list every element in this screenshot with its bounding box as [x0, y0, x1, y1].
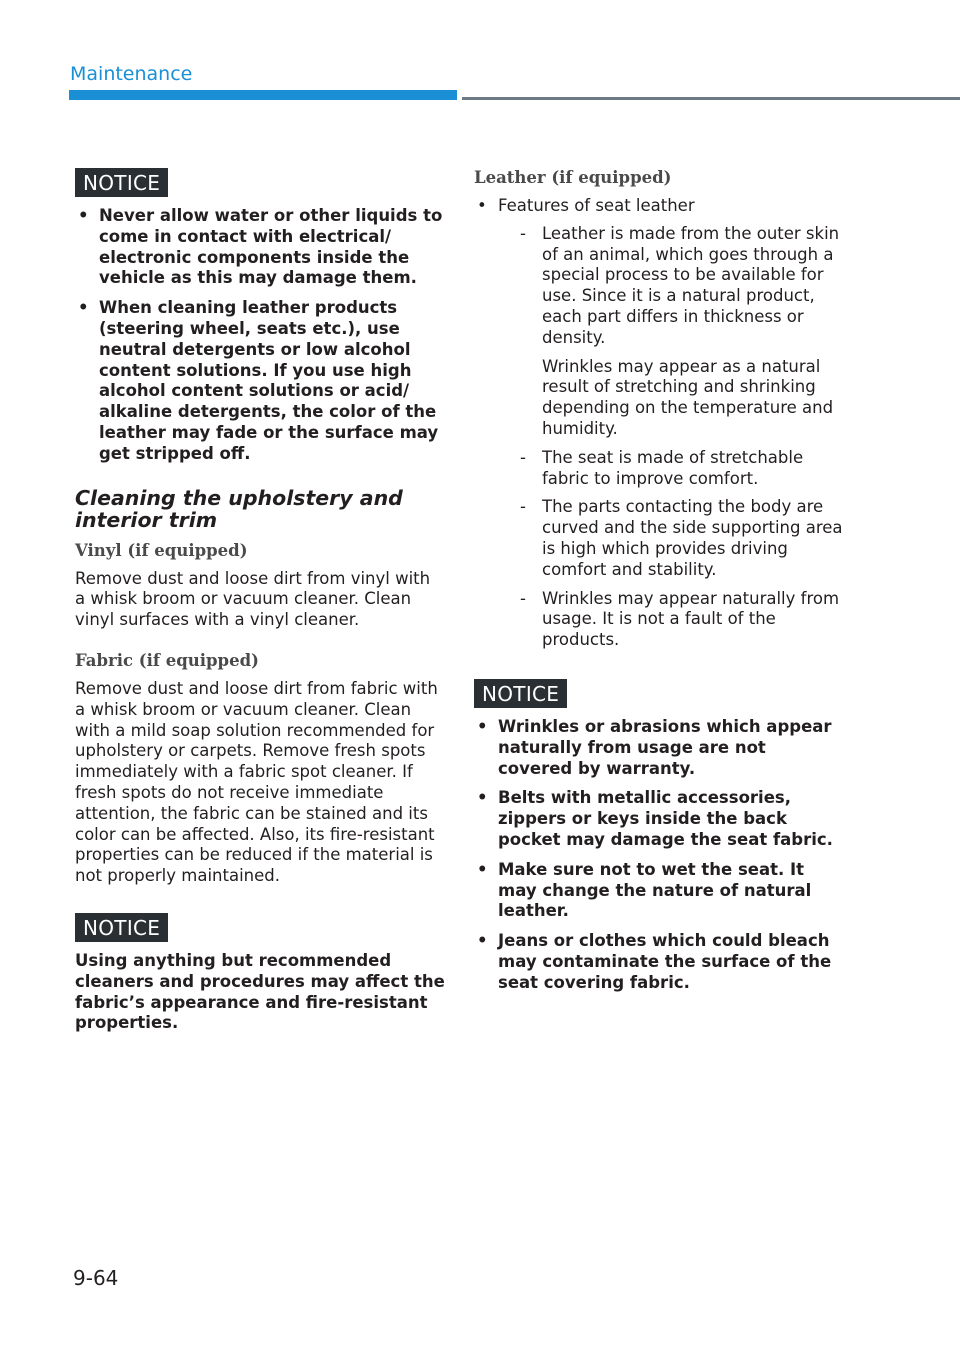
page-number: 9-64 — [73, 1266, 119, 1290]
sub-item-text: Leather is made from the outer skin of an animal, which goes through a special process to be available for use. Since it is a natural product, each part differs in thickness or density. — [542, 223, 840, 347]
sub-item-text: The parts contacting the body are curved and the side supporting area is high which provides driving comfort and stability. — [542, 497, 843, 579]
notice-text: Using anything but recommended cleaners and procedures may affect the fabric’s appearance and fire-resistant properties. — [75, 950, 445, 1033]
header-rule-accent — [69, 90, 457, 100]
dash-icon: - — [520, 588, 526, 608]
left-column — [75, 168, 445, 1034]
bullet-icon: • — [477, 196, 487, 215]
dash-icon: - — [520, 447, 526, 467]
notice-item: • Belts with metallic accessories, zippers or keys inside the back pocket may damage the seat fabric. — [474, 788, 844, 850]
sub-item-text: Wrinkles may appear naturally from usage. It is not a fault of the products. — [542, 588, 840, 650]
dash-icon: - — [520, 223, 526, 243]
right-column — [474, 168, 844, 1003]
notice-label: NOTICE — [75, 168, 168, 197]
section-heading: Cleaning the upholstery and interior trim — [75, 485, 403, 532]
vinyl-paragraph: Remove dust and loose dirt from vinyl with a whisk broom or vacuum cleaner. Clean vinyl surfaces with a vinyl cleaner. — [75, 568, 431, 630]
list-item-text: Features of seat leather — [498, 196, 695, 215]
sub-list-item — [498, 589, 844, 651]
sub-item-text: The seat is made of stretchable fabric to improve comfort. — [542, 447, 804, 488]
notice-item: • Never allow water or other liquids to come in contact with electrical/ electronic components inside the vehicle as this may damage them. — [75, 206, 445, 289]
notice-label: NOTICE — [75, 913, 168, 942]
notice-item: • Make sure not to wet the seat. It may change the nature of natural leather. — [474, 860, 844, 922]
header-rule — [462, 97, 960, 100]
leather-list — [474, 196, 844, 651]
sub-list-item — [498, 448, 844, 490]
sub-list — [498, 224, 844, 651]
section-title: Maintenance — [70, 63, 193, 85]
notice-list — [75, 206, 445, 465]
notice-item: • Wrinkles or abrasions which appear naturally from usage are not covered by warranty. — [474, 717, 844, 779]
dash-icon: - — [520, 497, 526, 517]
sub-list-item — [498, 224, 844, 440]
notice-item: • When cleaning leather products (steering wheel, seats etc.), use neutral detergents or low alcohol content solutions. If you use high alcohol content solutions or acid/ alkaline detergents, the color of the leather may fade or the surface may get stripped off. — [75, 298, 445, 464]
fabric-heading: Fabric (if equipped) — [75, 650, 259, 670]
notice-label: NOTICE — [474, 679, 567, 708]
list-item — [474, 196, 844, 651]
sub-list-item — [498, 497, 844, 580]
leather-heading: Leather (if equipped) — [474, 168, 672, 187]
notice-item: • Jeans or clothes which could bleach may contaminate the surface of the seat covering fabric. — [474, 931, 844, 993]
vinyl-heading: Vinyl (if equipped) — [75, 540, 248, 560]
notice-list — [474, 717, 844, 994]
fabric-paragraph: Remove dust and loose dirt from fabric with a whisk broom or vacuum cleaner. Clean with a mild soap solution recommended for upholstery or carpets. Remove fresh spots immediately with a fabric spot cleaner. If fresh spots do not receive immediate attention, the fabric can be stained and its color can be affected. Also, its fire-resistant properties can be reduced if the material is not properly maintained. — [75, 678, 438, 886]
sub-item-note: Wrinkles may appear as a natural result of stretching and shrinking depending on the temperature and humidity. — [542, 356, 834, 438]
